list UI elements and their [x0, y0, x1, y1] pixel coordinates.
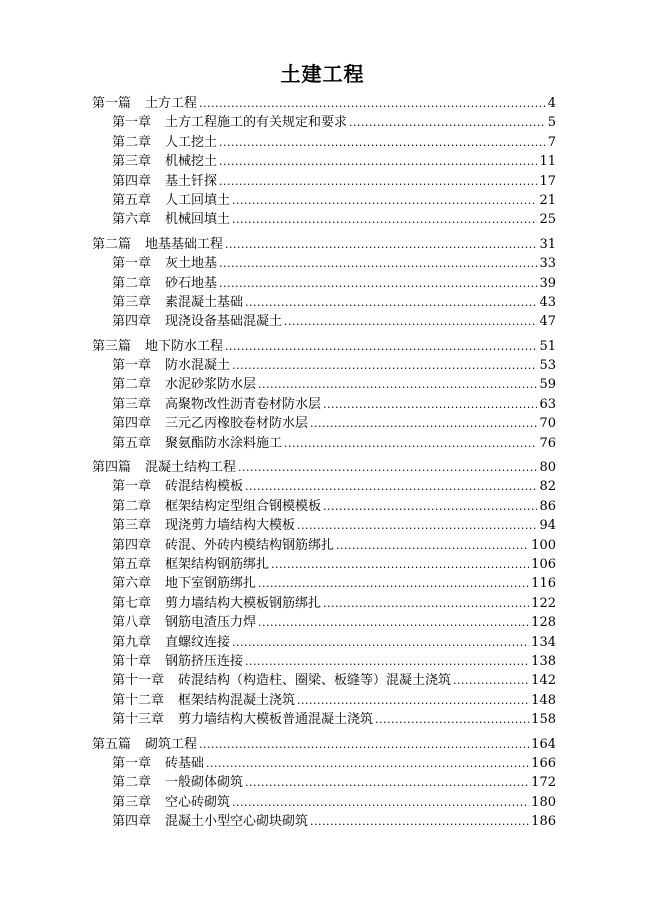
entry-label: 第九章 — [112, 634, 152, 650]
entry-title: 砂石地基 — [165, 275, 218, 291]
toc-chapter-entry[interactable] — [92, 555, 556, 574]
toc-chapter-entry[interactable] — [92, 191, 556, 210]
entry-title: 现浇剪力墙结构大模板 — [165, 518, 296, 534]
entry-title: 框架结构定型组合钢模模板 — [165, 498, 322, 514]
dot-leader — [238, 458, 537, 477]
entry-page-number: 106 — [531, 556, 556, 572]
dot-leader — [219, 133, 546, 152]
entry-label: 第五篇 — [92, 736, 132, 752]
toc-chapter-entry[interactable] — [92, 414, 556, 433]
toc-chapter-entry[interactable] — [92, 516, 556, 535]
entry-label: 第一篇 — [92, 96, 132, 111]
entry-page-number: 31 — [539, 236, 556, 252]
entry-page-number: 43 — [539, 294, 556, 310]
toc-chapter-entry[interactable] — [92, 536, 556, 555]
dot-leader — [199, 94, 546, 113]
dot-leader — [232, 793, 529, 812]
dot-leader — [245, 293, 537, 312]
entry-title: 直螺纹连接 — [165, 634, 231, 650]
toc-chapter-entry[interactable] — [92, 812, 556, 831]
toc-chapter-entry[interactable] — [92, 434, 556, 453]
entry-page-number: 82 — [539, 479, 556, 495]
entry-page-number: 122 — [531, 595, 556, 611]
entry-label: 第二章 — [112, 275, 152, 291]
entry-title: 砌筑工程 — [145, 736, 198, 752]
entry-page-number: 134 — [531, 634, 556, 650]
dot-leader — [245, 477, 537, 496]
entry-title: 聚氨酯防水涂料施工 — [165, 435, 283, 451]
dot-leader — [225, 235, 537, 254]
toc-chapter-entry[interactable] — [92, 671, 556, 690]
entry-page-number: 63 — [539, 396, 556, 412]
entry-title: 素混凝土基础 — [165, 294, 244, 310]
dot-leader — [323, 497, 537, 516]
toc-chapter-entry[interactable] — [92, 210, 556, 229]
dot-leader — [219, 254, 537, 273]
dot-leader — [199, 735, 529, 754]
dot-leader — [225, 337, 537, 356]
entry-page-number: 33 — [539, 256, 556, 272]
toc-chapter-entry[interactable] — [92, 395, 556, 414]
dot-leader — [284, 312, 537, 331]
entry-title: 水泥砂浆防水层 — [165, 377, 257, 393]
dot-leader — [323, 594, 529, 613]
dot-leader — [232, 191, 537, 210]
dot-leader — [219, 152, 537, 171]
entry-page-number: 80 — [539, 460, 556, 476]
entry-label: 第一章 — [112, 115, 152, 131]
entry-page-number: 53 — [539, 358, 556, 374]
document-title: 土建工程 — [280, 62, 365, 86]
entry-page-number: 158 — [531, 712, 556, 728]
entry-title: 机械回填土 — [165, 212, 231, 228]
entry-page-number: 116 — [531, 576, 556, 592]
dot-leader — [271, 555, 529, 574]
entry-label: 第六章 — [112, 212, 152, 228]
entry-page-number: 25 — [539, 212, 556, 228]
entry-title: 钢筋挤压连接 — [165, 653, 244, 669]
entry-label: 第一章 — [112, 755, 152, 771]
dot-leader — [310, 812, 529, 831]
toc-chapter-entry[interactable] — [92, 710, 556, 729]
entry-title: 防水混凝土 — [165, 358, 231, 374]
table-of-contents — [92, 94, 556, 831]
entry-page-number: 70 — [539, 416, 556, 432]
toc-chapter-entry[interactable] — [92, 773, 556, 792]
entry-title: 人工回填土 — [165, 192, 231, 208]
entry-page-number: 86 — [539, 498, 556, 514]
entry-label: 第五章 — [112, 192, 152, 208]
entry-title: 砖混结构（构造柱、圈梁、板缝等）混凝土浇筑 — [178, 673, 452, 689]
entry-page-number: 11 — [539, 154, 556, 170]
entry-page-number: 5 — [547, 115, 556, 131]
entry-label: 第十二章 — [112, 692, 165, 708]
toc-chapter-entry[interactable] — [92, 293, 556, 312]
entry-title: 剪力墙结构大模板钢筋绑扎 — [165, 595, 322, 611]
entry-page-number: 51 — [539, 338, 556, 354]
entry-title: 灰土地基 — [165, 256, 218, 272]
entry-page-number: 142 — [531, 673, 556, 689]
entry-page-number: 17 — [539, 173, 556, 189]
entry-label: 第一章 — [112, 256, 152, 272]
entry-page-number: 59 — [539, 377, 556, 393]
entry-page-number: 100 — [531, 537, 556, 553]
toc-chapter-entry[interactable] — [92, 477, 556, 496]
dot-leader — [297, 691, 529, 710]
dot-leader — [349, 113, 546, 132]
entry-label: 第四章 — [112, 416, 152, 432]
entry-title: 剪力墙结构大模板普通混凝土浇筑 — [178, 712, 374, 728]
entry-label: 第一章 — [112, 479, 152, 495]
entry-label: 第四章 — [112, 173, 152, 189]
entry-page-number: 164 — [531, 736, 556, 752]
entry-title: 混凝土结构工程 — [145, 460, 237, 476]
toc-chapter-entry[interactable] — [92, 113, 556, 132]
entry-label: 第五章 — [112, 435, 152, 451]
entry-label: 第三章 — [112, 396, 152, 412]
entry-label: 第二章 — [112, 775, 152, 791]
dot-leader — [232, 210, 537, 229]
entry-page-number: 138 — [531, 653, 556, 669]
toc-chapter-entry[interactable] — [92, 274, 556, 293]
toc-part-entry[interactable] — [92, 458, 556, 477]
entry-label: 第八章 — [112, 615, 152, 631]
toc-chapter-entry[interactable] — [92, 652, 556, 671]
entry-title: 三元乙丙橡胶卷材防水层 — [165, 416, 309, 432]
entry-title: 地下室钢筋绑扎 — [165, 576, 257, 592]
dot-leader — [453, 671, 529, 690]
toc-chapter-entry[interactable] — [92, 312, 556, 331]
entry-page-number: 47 — [539, 314, 556, 330]
dot-leader — [245, 652, 529, 671]
entry-label: 第三篇 — [92, 338, 132, 354]
entry-page-number: 166 — [531, 755, 556, 771]
toc-part-entry[interactable] — [92, 735, 556, 754]
entry-title: 一般砌体砌筑 — [165, 775, 244, 791]
entry-label: 第十三章 — [112, 712, 165, 728]
toc-chapter-entry[interactable] — [92, 497, 556, 516]
entry-page-number: 94 — [539, 518, 556, 534]
entry-label: 第三章 — [112, 794, 152, 810]
entry-title: 砖基础 — [165, 755, 205, 771]
entry-label: 第二章 — [112, 377, 152, 393]
toc-part-entry[interactable] — [92, 94, 556, 113]
toc-chapter-entry[interactable] — [92, 633, 556, 652]
toc-chapter-entry[interactable] — [92, 613, 556, 632]
entry-title: 砖混结构模板 — [165, 479, 244, 495]
entry-page-number: 4 — [547, 96, 556, 111]
entry-title: 框架结构混凝土浇筑 — [178, 692, 296, 708]
entry-label: 第四章 — [112, 314, 152, 330]
dot-leader — [219, 274, 537, 293]
entry-label: 第十章 — [112, 653, 152, 669]
entry-page-number: 76 — [539, 435, 556, 451]
toc-chapter-entry[interactable] — [92, 172, 556, 191]
toc-chapter-entry[interactable] — [92, 793, 556, 812]
toc-chapter-entry[interactable] — [92, 356, 556, 375]
entry-title: 空心砖砌筑 — [165, 794, 231, 810]
dot-leader — [219, 172, 537, 191]
entry-page-number: 180 — [531, 794, 556, 810]
toc-chapter-entry[interactable] — [92, 254, 556, 273]
entry-title: 混凝土小型空心砌块砌筑 — [165, 814, 309, 830]
entry-title: 地基基础工程 — [145, 236, 224, 252]
entry-title: 土方工程 — [145, 96, 198, 111]
toc-part-entry[interactable] — [92, 235, 556, 254]
entry-title: 人工挖土 — [165, 134, 218, 150]
entry-page-number: 148 — [531, 692, 556, 708]
dot-leader — [258, 613, 529, 632]
dot-leader — [297, 516, 537, 535]
entry-title: 机械挖土 — [165, 154, 218, 170]
entry-title: 框架结构钢筋绑扎 — [165, 556, 270, 572]
dot-leader — [323, 395, 537, 414]
entry-title: 现浇设备基础混凝土 — [165, 314, 283, 330]
dot-leader — [258, 574, 529, 593]
entry-page-number: 7 — [547, 134, 556, 150]
entry-title: 土方工程施工的有关规定和要求 — [165, 115, 348, 131]
dot-leader — [258, 375, 537, 394]
dot-leader — [336, 536, 529, 555]
entry-label: 第三章 — [112, 154, 152, 170]
entry-label: 第二篇 — [92, 236, 132, 252]
entry-label: 第一章 — [112, 358, 152, 374]
entry-label: 第三章 — [112, 294, 152, 310]
entry-label: 第七章 — [112, 595, 152, 611]
entry-page-number: 39 — [539, 275, 556, 291]
toc-chapter-entry[interactable] — [92, 691, 556, 710]
entry-page-number: 172 — [531, 775, 556, 791]
entry-title: 钢筋电渣压力焊 — [165, 615, 257, 631]
dot-leader — [245, 773, 529, 792]
entry-page-number: 21 — [539, 192, 556, 208]
entry-label: 第四章 — [112, 537, 152, 553]
entry-page-number: 128 — [531, 615, 556, 631]
toc-chapter-entry[interactable] — [92, 754, 556, 773]
entry-page-number: 186 — [531, 814, 556, 830]
dot-leader — [232, 356, 537, 375]
entry-label: 第五章 — [112, 556, 152, 572]
toc-chapter-entry[interactable] — [92, 574, 556, 593]
entry-label: 第二章 — [112, 498, 152, 514]
entry-title: 高聚物改性沥青卷材防水层 — [165, 396, 322, 412]
dot-leader — [375, 710, 529, 729]
entry-label: 第六章 — [112, 576, 152, 592]
toc-part-entry[interactable] — [92, 337, 556, 356]
entry-title: 地下防水工程 — [145, 338, 224, 354]
entry-label: 第四章 — [112, 814, 152, 830]
dot-leader — [284, 434, 537, 453]
toc-chapter-entry[interactable] — [92, 133, 556, 152]
entry-label: 第三章 — [112, 518, 152, 534]
dot-leader — [232, 633, 529, 652]
toc-chapter-entry[interactable] — [92, 375, 556, 394]
dot-leader — [310, 414, 537, 433]
toc-chapter-entry[interactable] — [92, 152, 556, 171]
dot-leader — [206, 754, 529, 773]
entry-label: 第二章 — [112, 134, 152, 150]
toc-chapter-entry[interactable] — [92, 594, 556, 613]
entry-label: 第四篇 — [92, 460, 132, 476]
entry-title: 砖混、外砖内模结构钢筋绑扎 — [165, 537, 335, 553]
entry-label: 第十一章 — [112, 673, 165, 689]
entry-title: 基土钎探 — [165, 173, 218, 189]
